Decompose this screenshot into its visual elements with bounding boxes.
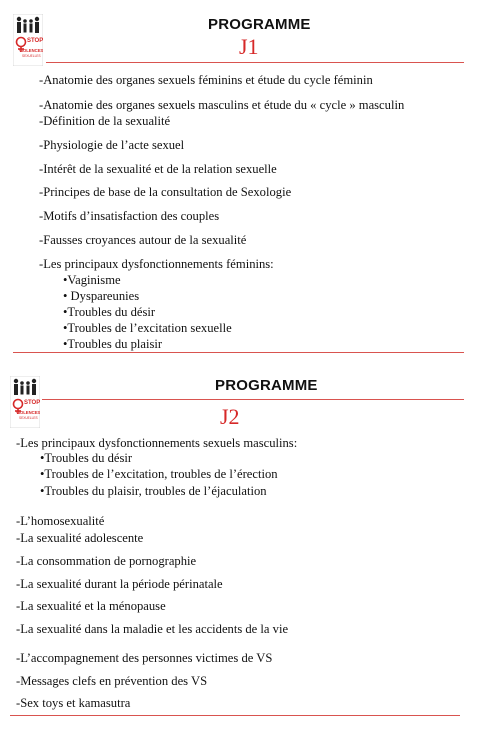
section-1-title: PROGRAMME	[208, 16, 311, 33]
section-2-day: J2	[220, 404, 240, 429]
section-2-subitem: •Troubles du plaisir, troubles de l’éjaculation	[40, 484, 267, 498]
section-2-subitem: •Troubles de l’excitation, troubles de l’érection	[40, 467, 278, 481]
section-1-item: -Principes de base de la consultation de Sexologie	[39, 185, 292, 199]
section-2-subitem: •Troubles du désir	[40, 451, 133, 465]
section-2-item: -La sexualité adolescente	[16, 531, 144, 545]
section-1-item: -Les principaux dysfonctionnements féminins:	[39, 257, 274, 271]
section-1-item: -Intérêt de la sexualité et de la relation sexuelle	[39, 162, 277, 176]
family-stop-violences-logo-icon	[13, 14, 43, 66]
section-1-item: -Anatomie des organes sexuels masculins et étude du « cycle » masculin	[39, 98, 405, 112]
section-1-item: -Fausses croyances autour de la sexualité	[39, 233, 247, 247]
logo-stop-text: STOP	[27, 38, 43, 44]
section-2-item: -La sexualité et la ménopause	[16, 599, 166, 613]
section-2-item: -La sexualité dans la maladie et les accidents de la vie	[16, 622, 289, 636]
section-2-top-rule	[42, 399, 464, 400]
logo-violences-text: VIOLENCES	[16, 410, 40, 415]
section-2-item: -L’accompagnement des personnes victimes de VS	[16, 651, 273, 665]
stop-violences-logo	[13, 14, 43, 66]
section-1-item: -Physiologie de l’acte sexuel	[39, 138, 185, 152]
section-1-subitem: •Vaginisme	[63, 273, 121, 287]
section-2-item: -Les principaux dysfonctionnements sexuels masculins:	[16, 436, 298, 450]
section-2-item: -Sex toys et kamasutra	[16, 696, 131, 710]
section-1-top-rule	[46, 62, 464, 63]
section-1-subitem: •Troubles du plaisir	[63, 337, 163, 351]
logo-stop-text: STOP	[24, 400, 40, 406]
section-1-subitem: • Dyspareunies	[63, 289, 140, 303]
section-2-item: -Messages clefs en prévention des VS	[16, 674, 208, 688]
section-2-bottom-rule	[10, 715, 460, 716]
section-1-item: -Définition de la sexualité	[39, 114, 171, 128]
section-2-item: -La consommation de pornographie	[16, 554, 197, 568]
stop-violences-logo	[10, 376, 40, 428]
family-stop-violences-logo-icon	[10, 376, 40, 428]
section-1-bottom-rule	[13, 352, 464, 353]
section-1-item: -Anatomie des organes sexuels féminins et étude du cycle féminin	[39, 73, 373, 87]
section-2-item: -L’homosexualité	[16, 514, 105, 528]
logo-sexuelles-text: SEXUELLES	[19, 416, 38, 420]
logo-sexuelles-text: SEXUELLES	[22, 54, 41, 58]
section-1-subitem: •Troubles du désir	[63, 305, 156, 319]
section-1-day: J1	[239, 34, 259, 59]
section-1-item: -Motifs d’insatisfaction des couples	[39, 209, 220, 223]
section-1-subitem: •Troubles de l’excitation sexuelle	[63, 321, 232, 335]
logo-violences-text: VIOLENCES	[19, 48, 43, 53]
section-2-item: -La sexualité durant la période périnatale	[16, 577, 223, 591]
section-2-title: PROGRAMME	[215, 377, 318, 394]
